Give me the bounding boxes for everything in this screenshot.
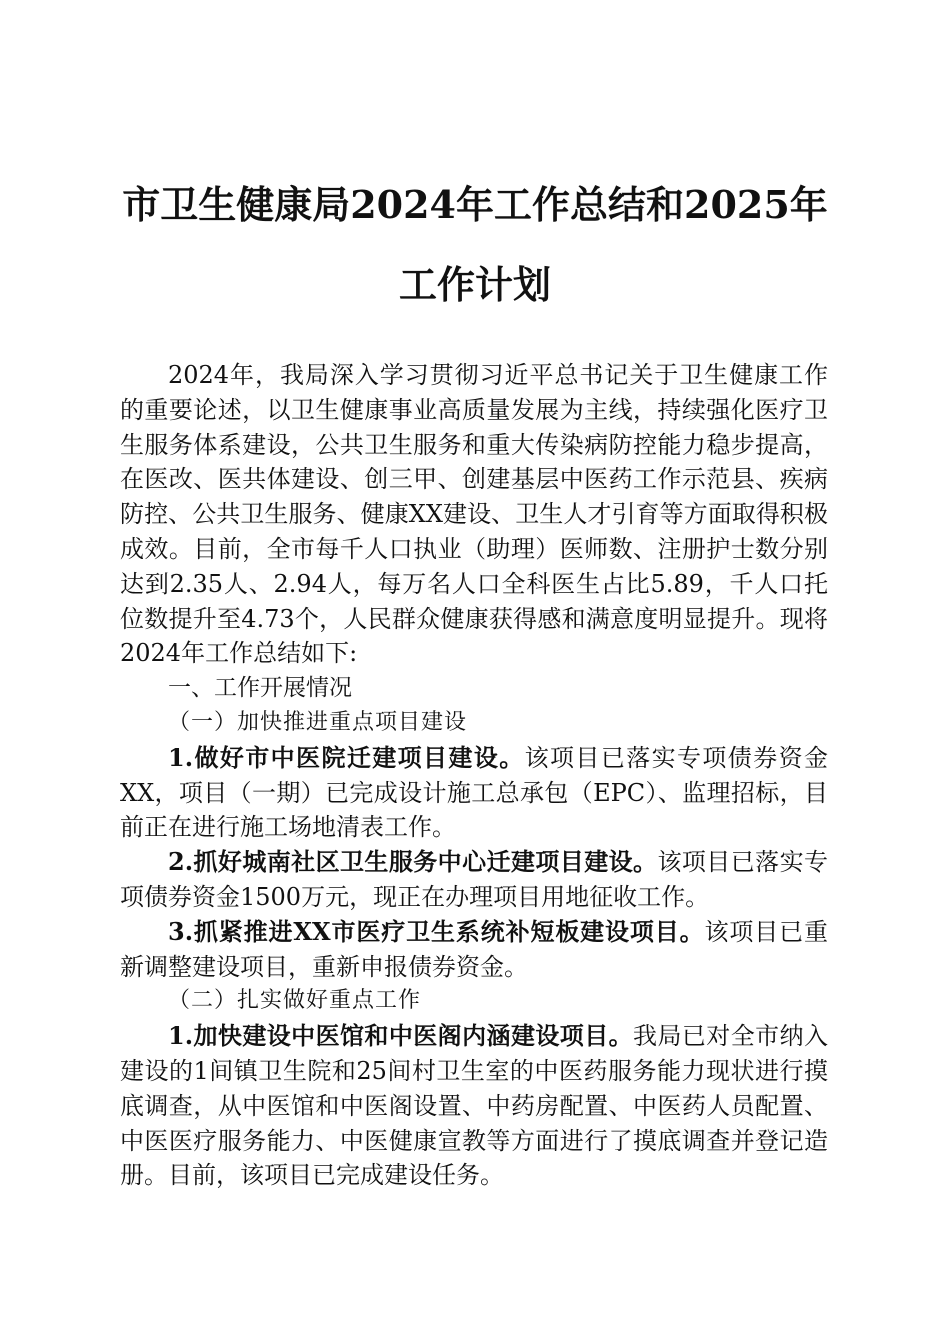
- item-lead: 1.加快建设中医馆和中医阁内涵建设项目。: [168, 1021, 634, 1051]
- item-lead: 3.抓紧推进XX市医疗卫生系统补短板建设项目。: [168, 916, 705, 946]
- item-text: 该项目已落实专项债券资金1500万元，现正在办理项目用地征收工作。: [120, 848, 828, 911]
- item-lead: 2.抓好城南社区卫生服务中心迁建项目建设。: [168, 847, 658, 877]
- item-text: 该项目已落实专项债券资金XX，项目（一期）已完成设计施工总承包（EPC）、监理招标，目前正在进行施工场地清表工作。: [120, 743, 828, 842]
- subsection-heading-1: （一）加快推进重点项目建设: [168, 709, 468, 735]
- intro-paragraph: 2024年，我局深入学习贯彻习近平总书记关于卫生健康工作的重要论述，以卫生健康事业高质量发展为主线，持续强化医疗卫生服务体系建设，公共卫生服务和重大传染病防控能力稳步提高，在医改、医共体建设、创三甲、创建基层中医药工作示范县、疾病防控、公共卫生服务、健康XX建设、卫生人才引育等方面取得积极成效。目前，全市每千人口执业（助理）医师数、注册护士数分别达到2.35人、2.94人，每万名人口全科医生占比5.89，千人口托位数提升至4.73个，人民群众健康获得感和满意度明显提升。现将2024年工作总结如下:: [120, 361, 828, 668]
- subsection-heading-2: （二）扎实做好重点工作: [168, 988, 422, 1014]
- document-title: 市卫生健康局2024年工作总结和2025年工作计划: [122, 182, 828, 307]
- list-item: [120, 845, 828, 915]
- list-item: [120, 1019, 828, 1193]
- list-item: [120, 915, 828, 985]
- item-text: 该项目已重新调整建设项目，重新申报债券资金。: [120, 917, 829, 981]
- document-body: [120, 358, 828, 1193]
- item-lead: 1.做好市中医院迁建项目建设。: [168, 742, 525, 772]
- section-heading-1: 一、工作开展情况: [168, 675, 352, 702]
- item-text: 我局已对全市纳入建设的1间镇卫生院和25间村卫生室的中医药服务能力现状进行摸底调查，从中医馆和中医阁设置、中药房配置、中医药人员配置、中医医疗服务能力、中医健康宣教等方面进行了摸底调查并登记造册。目前，该项目已完成建设任务。: [120, 1022, 828, 1190]
- list-item: [120, 741, 828, 845]
